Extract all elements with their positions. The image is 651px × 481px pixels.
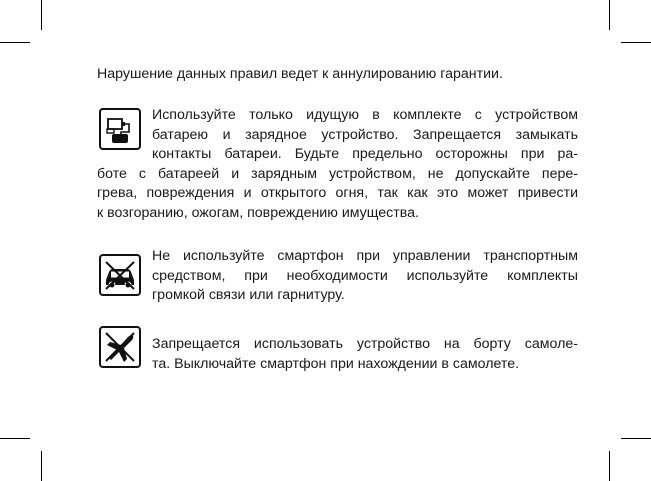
airplane-warning-text (152, 335, 578, 374)
crop-mark-bottom-right-h (621, 438, 651, 439)
battery-line-5: грева, повреждения и открытого огня, так как это может привести (97, 185, 578, 202)
no-phone-while-driving-icon (99, 254, 141, 296)
driving-line-2: средством, при необходимости используйте комплекты (152, 267, 578, 284)
driving-line-3: громкой связи или гарнитуру. (152, 287, 345, 304)
crop-mark-top-left-h (0, 42, 30, 43)
crop-mark-top-right-h (621, 42, 651, 43)
battery-charger-icon (99, 108, 141, 150)
warranty-notice: Нарушение данных правил ведет к аннулированию гарантии. (97, 66, 503, 82)
driving-line-1: Не используйте смартфон при управлении транспортным (152, 248, 578, 264)
battery-line-4: боте с батареей и зарядным устройством, не допускайте пере- (97, 165, 578, 182)
crop-mark-bottom-left-v (41, 451, 42, 481)
driving-warning-text (152, 247, 578, 306)
battery-line-6: к возгоранию, ожогам, повреждению имущества. (97, 205, 419, 221)
crop-mark-bottom-left-h (0, 438, 30, 439)
battery-line-2: батарею и зарядное устройство. Запрещается замыкать (152, 126, 578, 143)
battery-line-1: Используйте только идущую в комплекте с устройством (152, 107, 578, 123)
no-phone-on-airplane-icon (99, 326, 141, 368)
crop-mark-top-left-v (41, 0, 42, 30)
battery-line-3: контакты батареи. Будьте предельно осторожны при ра- (152, 146, 578, 163)
airplane-line-2: та. Выключайте смартфон при нахождении в самолете. (152, 355, 520, 372)
crop-mark-bottom-right-v (609, 451, 610, 481)
airplane-line-1: Запрещается использовать устройство на борту самоле- (152, 336, 578, 352)
crop-mark-top-right-v (609, 0, 610, 30)
